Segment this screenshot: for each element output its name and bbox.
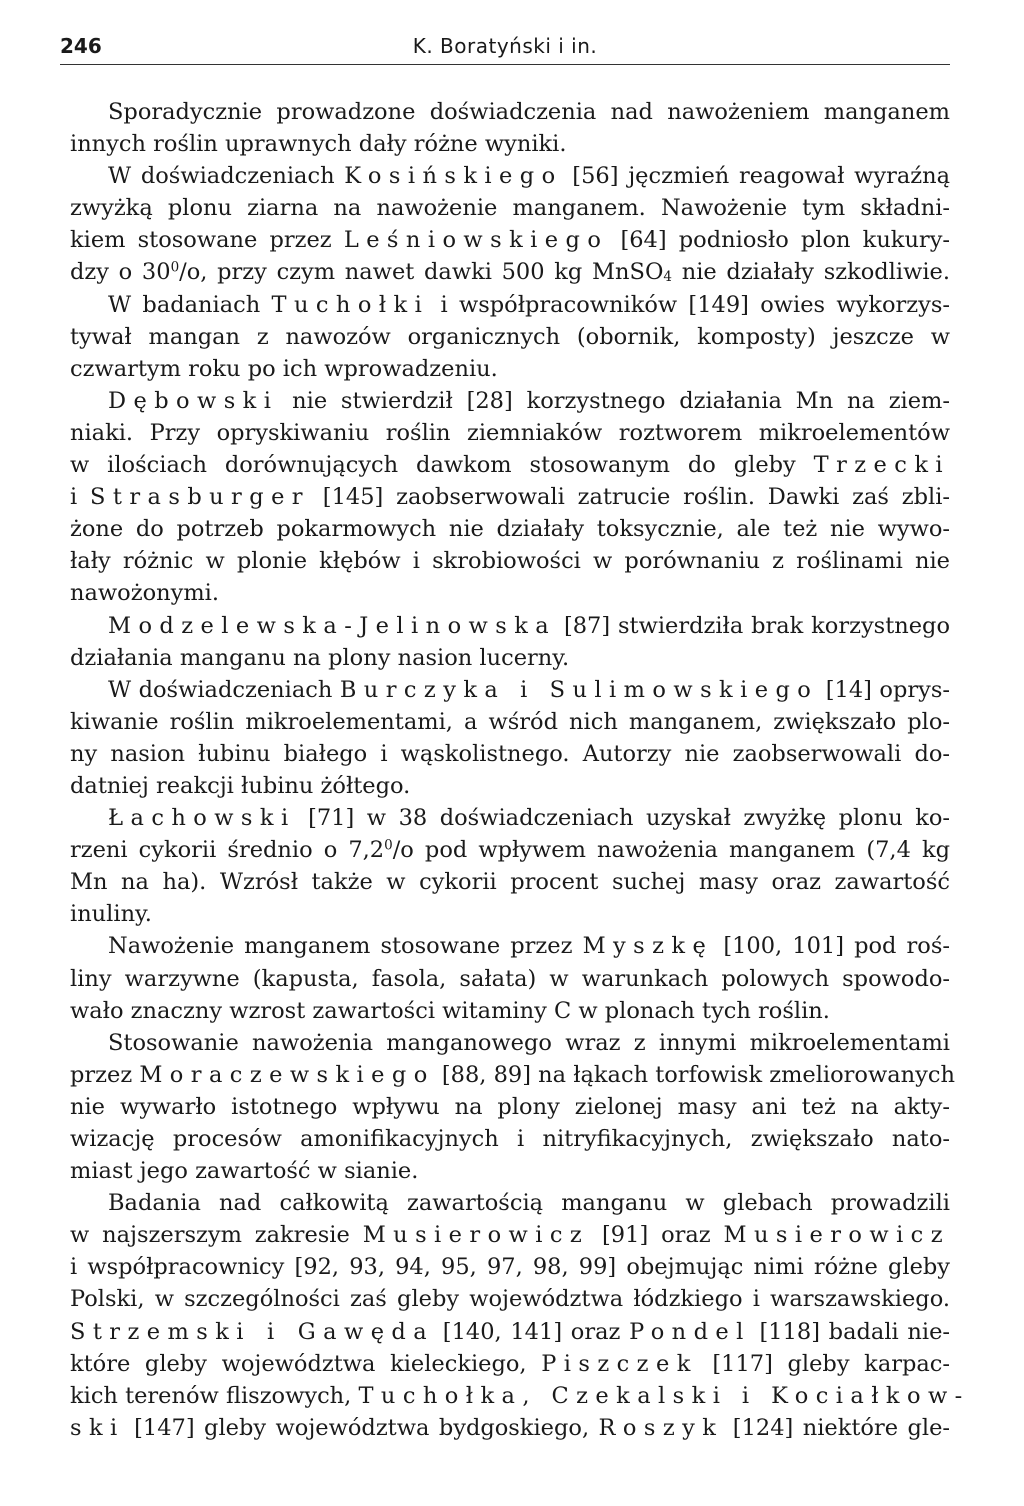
author-name: Tuchołka, Czekalski i Kociałkow- bbox=[358, 1382, 970, 1409]
text-run: liny warzywne (kapusta, fasola, sałata) w warunkach polowych spowodo- bbox=[70, 965, 950, 992]
text-line bbox=[70, 1123, 950, 1155]
text-run: wało znaczny wzrost zawartości witaminy C w plonach tych roślin. bbox=[70, 997, 830, 1024]
author-name: Strzemski i Gawęda bbox=[70, 1318, 435, 1345]
text-run: [56] jęczmień reagował wyraźną bbox=[562, 163, 950, 190]
text-run: Badania nad całkowitą zawartością manganu w glebach prowadzili bbox=[108, 1190, 950, 1217]
author-name: Łachowski bbox=[108, 805, 296, 832]
text-line bbox=[70, 385, 950, 417]
text-line bbox=[70, 1155, 950, 1187]
author-name: Burczyka i Sulimowskiego bbox=[339, 676, 819, 703]
text-line bbox=[70, 289, 950, 321]
text-run: miast jego zawartość w sianie. bbox=[70, 1158, 419, 1185]
text-run: czwartym roku po ich wprowadzeniu. bbox=[70, 355, 498, 382]
text-line bbox=[70, 224, 950, 256]
author-name: Musierowicz bbox=[362, 1222, 590, 1249]
text-run: [64] podniosło plon kukury- bbox=[608, 227, 951, 254]
text-run: rzeni cykorii średnio o 7,2 bbox=[70, 837, 385, 864]
text-run: datniej reakcji łubinu żółtego. bbox=[70, 772, 411, 799]
header-rule bbox=[60, 64, 950, 65]
text-run: [71] w 38 doświadczeniach uzyskał zwyżkę plonu ko- bbox=[295, 805, 950, 832]
text-run: w najszerszym zakresie bbox=[70, 1222, 363, 1249]
text-line bbox=[70, 513, 950, 545]
text-line bbox=[70, 1187, 950, 1219]
text-line bbox=[70, 963, 950, 995]
text-run: [14] oprys- bbox=[818, 676, 950, 703]
text-line bbox=[70, 1059, 955, 1091]
text-run: [140, 141] oraz bbox=[434, 1318, 630, 1345]
text-line bbox=[70, 642, 950, 674]
body-text bbox=[70, 96, 970, 1444]
text-line bbox=[70, 610, 950, 642]
text-line bbox=[70, 128, 950, 160]
text-line bbox=[70, 866, 950, 898]
text-line bbox=[70, 96, 950, 128]
text-run: działania manganu na plony nasion lucerny. bbox=[70, 644, 570, 671]
text-line bbox=[70, 321, 950, 353]
author-name: Pondel bbox=[629, 1318, 751, 1345]
text-run: które gleby województwa kieleckiego, bbox=[70, 1350, 542, 1377]
superscript: 0 bbox=[170, 260, 180, 277]
text-run: Sporadycznie prowadzone doświadczenia nad nawożeniem manganem bbox=[108, 99, 950, 125]
author-name: Myszkę bbox=[582, 933, 714, 960]
text-line bbox=[70, 481, 950, 513]
author-name: ski bbox=[70, 1414, 125, 1441]
text-run: kiem stosowane przez bbox=[70, 227, 344, 254]
page-header bbox=[60, 30, 950, 60]
author-name: Piszczek bbox=[541, 1350, 698, 1377]
text-run: [147] gleby województwa bydgoskiego, bbox=[124, 1414, 599, 1441]
text-run: kiwanie roślin mikroelementami, a wśród nich manganem, zwiększało plo- bbox=[70, 708, 950, 735]
text-run: Mn na ha). Wzrósł także w cykorii procent suchej masy oraz zawartość bbox=[70, 869, 950, 896]
text-line bbox=[70, 1316, 950, 1348]
text-run: nawożonymi. bbox=[70, 580, 219, 607]
text-line bbox=[70, 1251, 950, 1283]
text-line bbox=[70, 449, 950, 481]
text-run: ny nasion łubinu białego i wąskolistnego. Autorzy nie zaobserwowali do- bbox=[70, 740, 950, 767]
text-line bbox=[70, 706, 950, 738]
author-name: Moraczewskiego bbox=[139, 1061, 435, 1088]
text-run: [118] badali nie- bbox=[750, 1318, 951, 1345]
text-line bbox=[70, 417, 950, 449]
text-line bbox=[70, 834, 950, 866]
text-line bbox=[70, 545, 950, 577]
text-run: kich terenów fliszowych, bbox=[70, 1382, 359, 1409]
text-run: [117] gleby karpac- bbox=[697, 1350, 951, 1377]
text-line bbox=[70, 1348, 950, 1380]
text-line bbox=[70, 930, 950, 962]
author-name: Tuchołki bbox=[271, 291, 430, 318]
text-run: [124] niektóre gle- bbox=[723, 1414, 950, 1441]
running-head: K. Boratyński i in. bbox=[412, 34, 598, 58]
text-run: tywał mangan z nawozów organicznych (obornik, komposty) jeszcze w bbox=[70, 323, 950, 350]
author-name: Strasburger bbox=[90, 484, 310, 511]
superscript: 0 bbox=[384, 837, 393, 854]
text-line bbox=[70, 256, 950, 288]
text-run: zwyżką plonu ziarna na nawożenie manganem. Nawożenie tym składni- bbox=[70, 195, 950, 222]
author-name: Musierowicz bbox=[723, 1222, 950, 1249]
text-run: W doświadczeniach bbox=[108, 163, 345, 190]
text-run: inuliny. bbox=[70, 901, 152, 928]
text-line bbox=[70, 898, 950, 930]
author-name: Trzecki bbox=[813, 452, 950, 479]
text-run: łały różnic w plonie kłębów i skrobiowości w porównaniu z roślinami nie bbox=[70, 548, 950, 575]
author-name: Dębowski bbox=[108, 387, 279, 414]
text-run: /o pod wpływem nawożenia manganem (7,4 kg bbox=[392, 837, 950, 864]
text-line bbox=[70, 1283, 950, 1315]
text-run: żone do potrzeb pokarmowych nie działały toksycznie, ale też nie wywo- bbox=[70, 516, 950, 543]
text-line bbox=[70, 770, 950, 802]
author-name: Roszyk bbox=[598, 1414, 724, 1441]
text-line bbox=[70, 738, 950, 770]
text-line bbox=[70, 995, 950, 1027]
author-name: Kosińskiego bbox=[344, 163, 563, 190]
text-line bbox=[70, 1219, 950, 1251]
text-run: i bbox=[70, 484, 91, 511]
author-name: Modzelewska-Jelinowska bbox=[108, 612, 557, 639]
text-line bbox=[70, 192, 950, 224]
text-run: Stosowanie nawożenia manganowego wraz z innymi mikroelementami bbox=[108, 1029, 950, 1056]
text-line bbox=[70, 1091, 950, 1123]
text-line bbox=[70, 674, 950, 706]
text-run: nie stwierdził [28] korzystnego działania Mn na ziem- bbox=[278, 387, 950, 414]
text-run: [100, 101] pod roś- bbox=[713, 933, 951, 960]
author-name: Leśniowskiego bbox=[343, 227, 609, 254]
text-line bbox=[70, 802, 950, 834]
text-line bbox=[70, 353, 950, 385]
subscript: 4 bbox=[663, 269, 672, 286]
text-run: [87] stwierdziła brak korzystnego bbox=[556, 612, 950, 639]
text-run: przez bbox=[70, 1061, 140, 1088]
text-run: [88, 89] na łąkach torfowisk zmeliorowanych bbox=[434, 1061, 955, 1088]
text-line bbox=[70, 1027, 950, 1059]
text-line bbox=[70, 577, 950, 609]
text-run: i współpracowników [149] owies wykorzys- bbox=[429, 291, 950, 318]
text-run: dzy o 30 bbox=[70, 259, 171, 286]
text-run: Nawożenie manganem stosowane przez bbox=[108, 933, 583, 960]
text-run: niaki. Przy opryskiwaniu roślin ziemniaków roztworem mikroelementów bbox=[70, 419, 950, 446]
text-run: W badaniach bbox=[108, 291, 272, 318]
text-run: wizację procesów amonifikacyjnych i nitryfikacyjnych, zwiększało nato- bbox=[70, 1126, 950, 1152]
text-run: innych roślin uprawnych dały różne wyniki. bbox=[70, 131, 567, 158]
text-run: nie wywarło istotnego wpływu na plony zielonej masy ani też na akty- bbox=[70, 1093, 950, 1120]
text-run: [91] oraz bbox=[589, 1222, 724, 1249]
text-run: W doświadczeniach bbox=[108, 676, 340, 703]
text-run: [145] zaobserwowali zatrucie roślin. Dawki zaś zbli- bbox=[310, 484, 951, 511]
text-run: Polski, w szczególności zaś gleby województwa łódzkiego i warszawskiego. bbox=[70, 1286, 950, 1313]
text-run: i współpracownicy [92, 93, 94, 95, 97, 98, 99] obejmując nimi różne gleby bbox=[70, 1254, 950, 1281]
text-line bbox=[70, 1412, 950, 1444]
text-run: /o, przy czym nawet dawki 500 kg MnSO bbox=[179, 259, 664, 286]
text-line bbox=[70, 160, 950, 192]
page-number: 246 bbox=[60, 34, 102, 58]
text-run: w ilościach dorównujących dawkom stosowanym do gleby bbox=[70, 452, 814, 479]
text-line bbox=[70, 1380, 970, 1412]
text-run: nie działały szkodliwie. bbox=[672, 259, 951, 286]
